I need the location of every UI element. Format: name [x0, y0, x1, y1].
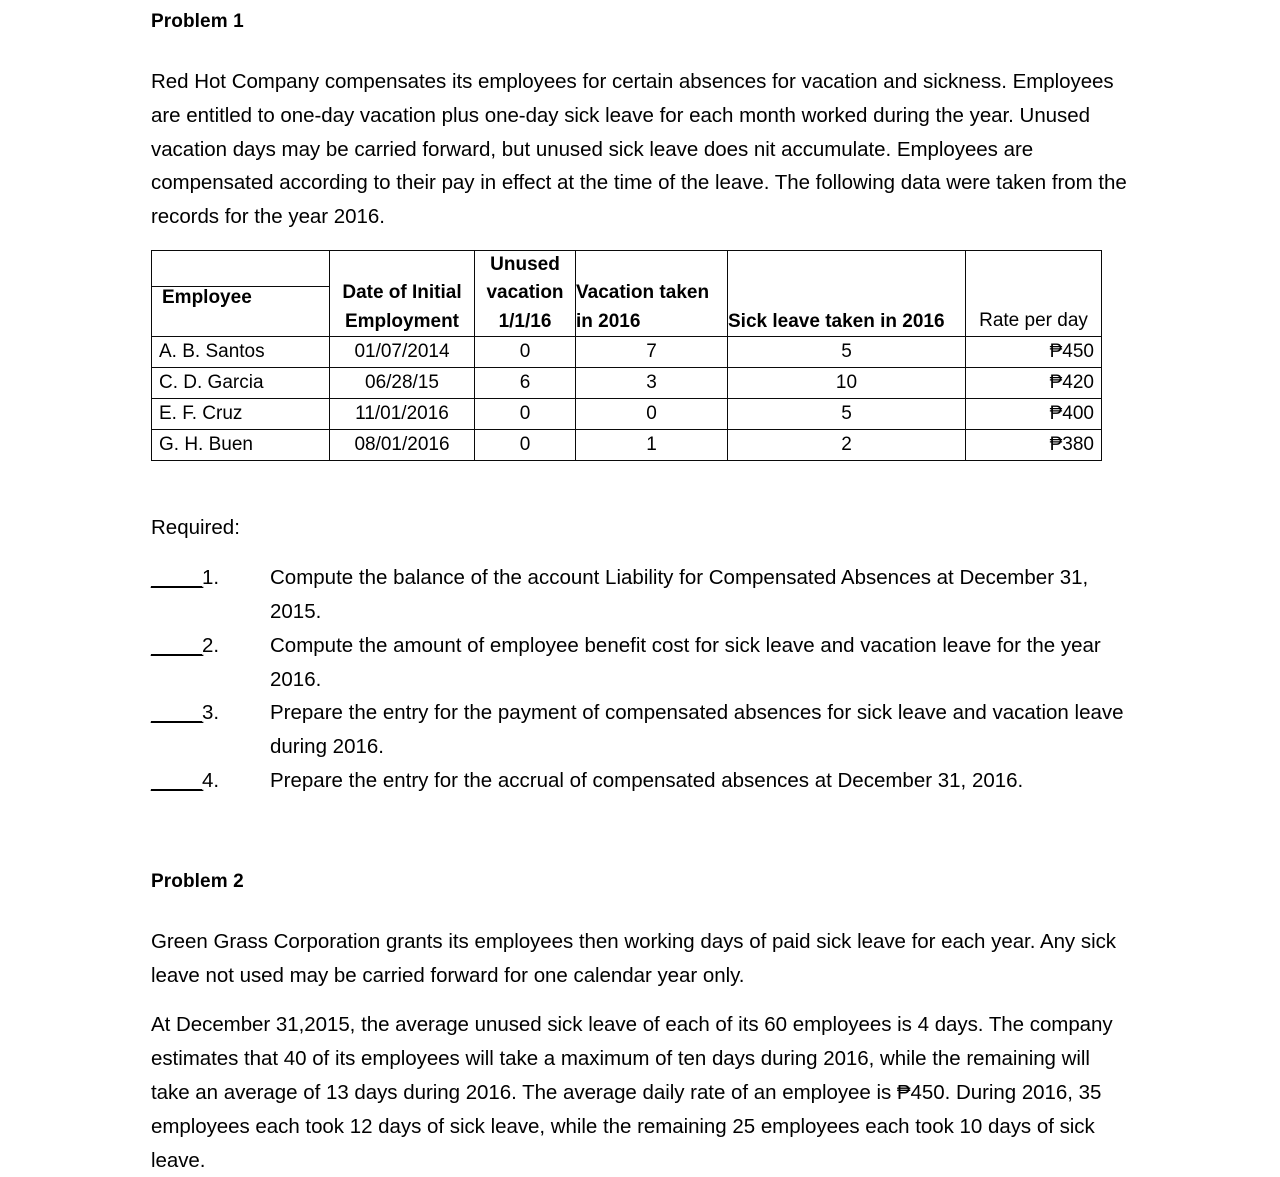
answer-blank[interactable]: _____ — [151, 769, 203, 793]
cell-vacation-taken: 7 — [576, 337, 728, 368]
header-cell-employee — [152, 250, 330, 337]
table-header — [152, 250, 1102, 337]
cell-employee: A. B. Santos — [152, 337, 330, 368]
cell-rate-per-day: ₱420 — [966, 368, 1102, 399]
list-item-number: 4. — [202, 769, 220, 793]
cell-sick-leave: 10 — [728, 368, 966, 399]
list-item-marker — [151, 764, 255, 798]
problem-gap — [151, 798, 1131, 848]
answer-blank[interactable]: _____ — [151, 633, 203, 657]
pre-table-gap — [151, 234, 1131, 250]
header-stub-blank — [152, 257, 329, 287]
cell-date: 06/28/15 — [330, 368, 475, 399]
list-item-number: 3. — [202, 701, 220, 725]
list-item-text: Prepare the entry for the payment of compensated absences for sick leave and vacation leave during 2016. — [270, 701, 1124, 759]
cell-vacation-taken: 3 — [576, 368, 728, 399]
cell-rate-per-day: ₱400 — [966, 399, 1102, 430]
cell-sick-leave: 5 — [728, 399, 966, 430]
post-table-gap — [151, 461, 1131, 511]
cell-rate-per-day: ₱450 — [966, 337, 1102, 368]
list-item-marker — [151, 561, 255, 595]
list-item — [151, 629, 1131, 697]
cell-sick-leave: 5 — [728, 337, 966, 368]
header-cell-vacation-taken: Vacation taken in 2016 — [576, 250, 728, 337]
cell-vacation-taken: 0 — [576, 399, 728, 430]
cell-sick-leave: 2 — [728, 430, 966, 461]
problem-1-intro-paragraph: Red Hot Company compensates its employees for certain absences for vacation and sickness. Employees are entitled to one-day vacation plus one-day sick leave for each month worked during the year. Unused vacation days may be carried forward, but unused sick leave does nit accumulate. Employees are compensated according to their pay in effect at the time of the leave. The following data were taken from the records for the year 2016. — [151, 70, 1127, 229]
table-row — [152, 368, 1102, 399]
cell-date: 08/01/2016 — [330, 430, 475, 461]
document-body — [151, 0, 1131, 1177]
required-label: Required: — [151, 516, 240, 540]
cell-unused-vacation: 6 — [475, 368, 576, 399]
cell-employee: C. D. Garcia — [152, 368, 330, 399]
list-item-marker — [151, 696, 255, 730]
problem-2-heading: Problem 2 — [151, 870, 244, 892]
header-cell-sick-leave-taken: Sick leave taken in 2016 — [728, 250, 966, 337]
problem-1-heading: Problem 1 — [151, 11, 244, 32]
cell-unused-vacation: 0 — [475, 430, 576, 461]
list-item-text: Compute the balance of the account Liability for Compensated Absences at December 31, 2015. — [270, 566, 1089, 624]
cell-unused-vacation: 0 — [475, 337, 576, 368]
cell-rate-per-day: ₱380 — [966, 430, 1102, 461]
table-row — [152, 337, 1102, 368]
list-item-number: 1. — [202, 566, 220, 590]
list-item-text: Prepare the entry for the accrual of compensated absences at December 31, 2016. — [270, 769, 1024, 793]
para-gap-2 — [151, 992, 1131, 1008]
employee-absence-table — [151, 250, 1102, 462]
top-spacer — [151, 0, 1131, 12]
cell-employee: E. F. Cruz — [152, 399, 330, 430]
list-item — [151, 764, 1131, 798]
cell-date: 11/01/2016 — [330, 399, 475, 430]
heading-gap-1 — [151, 31, 1131, 65]
cell-date: 01/07/2014 — [330, 337, 475, 368]
header-cell-unused-vacation: Unused vacation 1/1/16 — [475, 250, 576, 337]
header-cell-rate-per-day: Rate per day — [966, 250, 1102, 337]
cell-unused-vacation: 0 — [475, 399, 576, 430]
header-label-employee: Employee — [162, 287, 252, 309]
cell-employee: G. H. Buen — [152, 430, 330, 461]
answer-blank[interactable]: _____ — [151, 701, 203, 725]
table-header-row — [152, 250, 1102, 337]
problem-2-paragraph-2: At December 31,2015, the average unused sick leave of each of its 60 employees is 4 days. The company estimates that 40 of its employees will take a maximum of ten days during 2016, while the remaining will take an average of 13 days during 2016. The average daily rate of an employee is ₱450. During 2016, 35 employees each took 12 days of sick leave, while the remaining 25 employees each took 10 days of sick leave. — [151, 1013, 1113, 1172]
table-row — [152, 430, 1102, 461]
table-body — [152, 337, 1102, 461]
cell-vacation-taken: 1 — [576, 430, 728, 461]
problem-gap-extra — [151, 848, 1131, 872]
list-item — [151, 561, 1131, 629]
table-row — [152, 399, 1102, 430]
answer-blank[interactable]: _____ — [151, 566, 203, 590]
required-gap — [151, 545, 1131, 561]
list-item-marker — [151, 629, 255, 663]
problem-2-paragraph-1: Green Grass Corporation grants its employees then working days of paid sick leave for each year. Any sick leave not used may be carried forward for one calendar year only. — [151, 929, 1116, 987]
required-items-list — [151, 561, 1131, 798]
header-cell-date-of-initial-employment: Date of Initial Employment — [330, 250, 475, 337]
list-item-text: Compute the amount of employee benefit cost for sick leave and vacation leave for the year 2016. — [270, 633, 1101, 691]
list-item-number: 2. — [202, 633, 220, 657]
heading-gap-2 — [151, 891, 1131, 925]
list-item — [151, 696, 1131, 764]
